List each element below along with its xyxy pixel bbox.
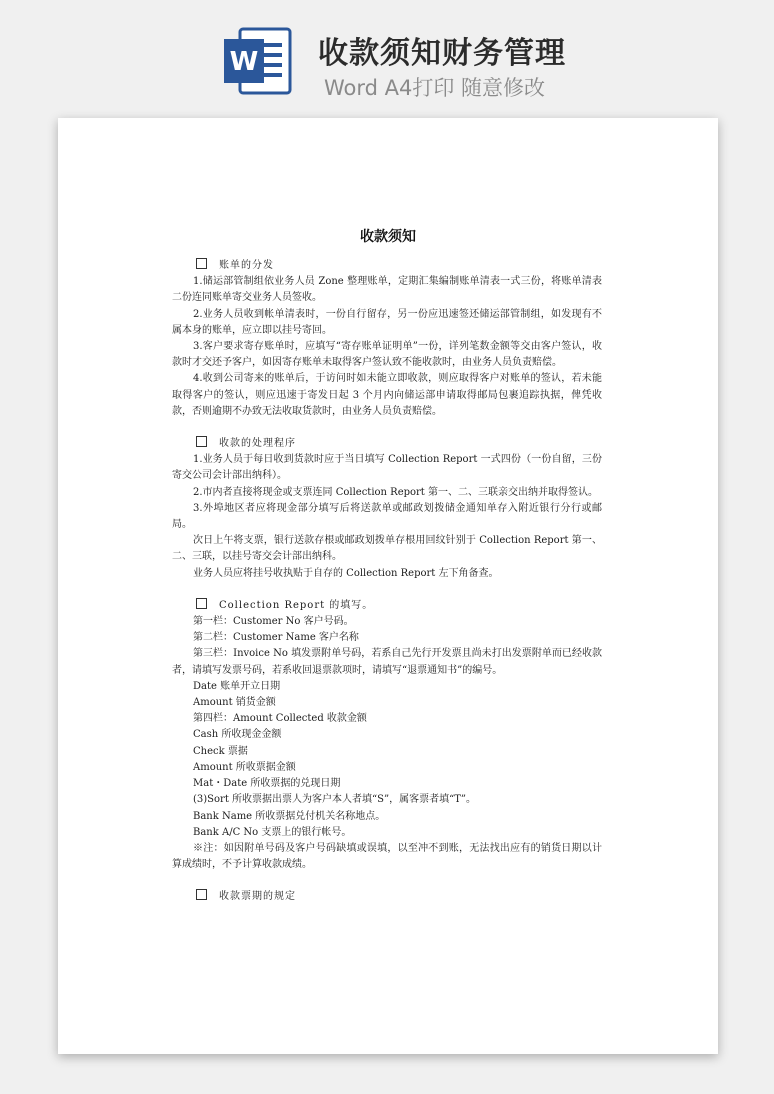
banner (0, 0, 774, 112)
document-page (58, 118, 718, 1054)
paragraph: ※注：如因附单号码及客户号码缺填或误填，以至冲不到账，无法找出应有的销货日期以计算成绩时，不予计算收款成绩。 (172, 842, 602, 871)
paragraph: 2.业务人员收到帐单清表时，一份自行留存，另一份应迅速签还储运部管制组，如发现有不属本身的账单，应立即以挂号寄回。 (172, 308, 602, 336)
word-icon-letter: W (229, 47, 259, 77)
watermark (70, 498, 94, 527)
paragraph: Bank Name 所收票据兑付机关名称地点。 (193, 810, 386, 822)
paragraph: Cash 所收现金金额 (193, 729, 282, 741)
paragraph: 第四栏：Amount Collected 收款金额 (193, 713, 367, 725)
checkbox-square-icon (196, 258, 207, 269)
banner-subtitle: Word A4打印 随意修改 (324, 76, 546, 100)
banner-title: 收款须知财务管理 (318, 36, 566, 71)
checkbox-square-icon (196, 889, 207, 900)
section-heading-text: 收款票期的规定 (219, 891, 296, 903)
document-body (172, 258, 602, 906)
paragraph: 第一栏：Customer No 客户号码。 (193, 616, 354, 628)
section-heading (172, 436, 602, 452)
section-heading-text: Collection Report 的填写。 (219, 599, 374, 611)
paragraph: 1.业务人员于每日收到货款时应于当日填写 Collection Report 一式四份（一份自留，三份寄交公司会计部出纳科）。 (172, 454, 602, 482)
paragraph: 2.市内者直接将现金或支票连同 Collection Report 第一、二、三联亲交出纳并取得签认。 (193, 486, 599, 498)
word-document-icon (222, 25, 294, 97)
paragraph: Date 账单开立日期 (193, 680, 281, 692)
paragraph: Check 票据 (193, 745, 248, 757)
paragraph: 3.外埠地区者应将现金部分填写后将送款单或邮政划拨储金通知单存入附近银行分行或邮局。 (172, 502, 602, 531)
paragraph: Amount 销货金额 (193, 697, 276, 709)
paragraph: Amount 所收票据金额 (193, 761, 296, 773)
paragraph: 3.客户要求寄存账单时，应填写“寄存账单证明单”一份，详列笔数金额等交由客户签认，收款时才交还予客户，如因寄存账单未取得客户签认致不能收款时，由业务人员负责赔偿。 (172, 341, 602, 369)
paragraph: 第三栏：Invoice No 填发票附单号码，若系自己先行开发票且尚未打出发票附单而已经收款者，请填写发票号码，若系收回退票款项时，请填写“退票通知书”的编号。 (172, 648, 602, 676)
paragraph: (3)Sort 所收票据出票人为客户本人者填“S”，属客票者填“T”。 (193, 794, 476, 806)
paragraph: 4.收到公司寄来的账单后，于访问时如未能立即收款，则应取得客户对账单的签认，若未能取得客户的签认，则应迅速于寄发日起 3 个月内向储运部申请取得邮局包裹追踪执据，俾凭收款，否则逾期不办致无法收取货款时，由业务人员负责赔偿。 (172, 373, 602, 417)
paragraph: 第二栏：Customer Name 客户名称 (193, 632, 359, 644)
section-heading-text: 账单的分发 (219, 260, 274, 271)
paragraph: 业务人员应将挂号收执贴于自存的 Collection Report 左下角备查。 (193, 567, 499, 579)
section-gap (172, 582, 602, 598)
paragraph: Bank A/C No 支票上的银行帐号。 (193, 826, 352, 838)
section-heading (172, 889, 602, 905)
document-title: 收款须知 (360, 229, 416, 245)
section-gap (172, 873, 602, 889)
section-heading-text: 收款的处理程序 (219, 438, 296, 450)
section-gap (172, 420, 602, 436)
paragraph: 次日上午将支票，银行送款存根或邮政划拨单存根用回纹针别于 Collection Report 第一、二、三联，以挂号寄交会计部出纳科。 (172, 535, 602, 563)
paragraph: 1.储运部管制组依业务人员 Zone 整理账单，定期汇集编制账单清表一式三份，将账单清表二份连同账单寄交业务人员签收。 (172, 276, 602, 304)
checkbox-square-icon (196, 436, 207, 447)
section-heading (172, 598, 602, 614)
paragraph: Mat・Date 所收票据的兑现日期 (193, 778, 341, 790)
section-heading (172, 258, 602, 274)
checkbox-square-icon (196, 598, 207, 609)
